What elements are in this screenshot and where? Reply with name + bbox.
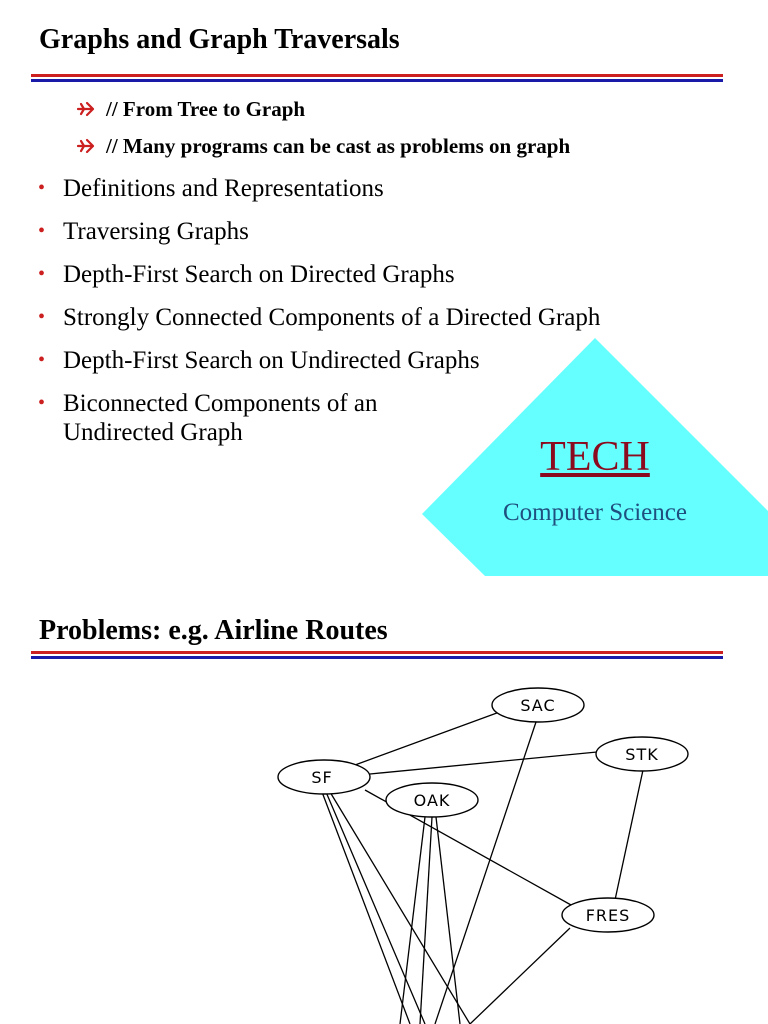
logo-title: TECH xyxy=(540,434,650,480)
logo-subtitle: Computer Science xyxy=(503,499,687,526)
sub-item-2 xyxy=(76,136,570,157)
slide2-title: Problems: e.g. Airline Routes xyxy=(39,615,388,646)
graph-node-fres xyxy=(562,898,654,932)
bullet-dot-icon: • xyxy=(38,263,46,285)
bullet-dot-icon: • xyxy=(38,392,46,414)
edge-sf-south-1 xyxy=(322,792,410,1024)
sub-item-1-text: // From Tree to Graph xyxy=(106,97,306,121)
slide1-title-rule xyxy=(31,74,723,82)
list-item-text: Traversing Graphs xyxy=(63,218,249,245)
graph-node-oak xyxy=(386,783,478,817)
list-item xyxy=(38,260,600,289)
node-label-oak: OAK xyxy=(413,791,451,810)
list-item-text: Biconnected Components of an Undirected Graph xyxy=(63,390,378,446)
sub-item-1 xyxy=(76,99,305,120)
slide2-title-rule xyxy=(31,651,723,659)
bullet-dot-icon: • xyxy=(38,220,46,242)
tech-logo xyxy=(422,338,768,576)
list-item-text: Strongly Connected Components of a Directed Graph xyxy=(63,304,601,331)
node-label-fres: FRES xyxy=(585,906,631,925)
graph-edges xyxy=(322,710,643,1024)
edge-stk-fres xyxy=(615,770,643,900)
edge-fres-south xyxy=(470,928,570,1024)
edge-sf-sac xyxy=(355,710,505,765)
graph-node-stk xyxy=(596,737,688,771)
list-item-text: Depth-First Search on Directed Graphs xyxy=(63,261,455,288)
sub-item-2-text: // Many programs can be cast as problems on graph xyxy=(106,134,571,158)
node-label-stk: STK xyxy=(625,745,659,764)
node-label-sac: SAC xyxy=(520,696,556,715)
bullet-dot-icon: • xyxy=(38,349,46,371)
list-item xyxy=(38,303,600,332)
graph-node-sac xyxy=(492,688,584,722)
edge-sf-stk xyxy=(370,752,597,774)
edge-sf-south-2 xyxy=(326,792,425,1024)
bullet-dot-icon: • xyxy=(38,177,46,199)
airplane-arrow-icon xyxy=(76,137,96,155)
list-item-text: Definitions and Representations xyxy=(63,175,384,202)
airplane-arrow-icon xyxy=(76,100,96,118)
edge-sf-south-3 xyxy=(330,792,470,1024)
slide1-title: Graphs and Graph Traversals xyxy=(39,24,400,55)
graph-node-sf xyxy=(278,760,370,794)
list-item xyxy=(38,174,600,203)
bullet-dot-icon: • xyxy=(38,306,46,328)
edge-oak-south-3 xyxy=(436,817,460,1024)
airline-route-graph xyxy=(260,680,720,1024)
node-label-sf: SF xyxy=(311,768,333,787)
list-item-text: Depth-First Search on Undirected Graphs xyxy=(63,347,480,374)
list-item xyxy=(38,389,483,447)
list-item xyxy=(38,217,600,246)
edge-sac-south xyxy=(435,722,536,1024)
